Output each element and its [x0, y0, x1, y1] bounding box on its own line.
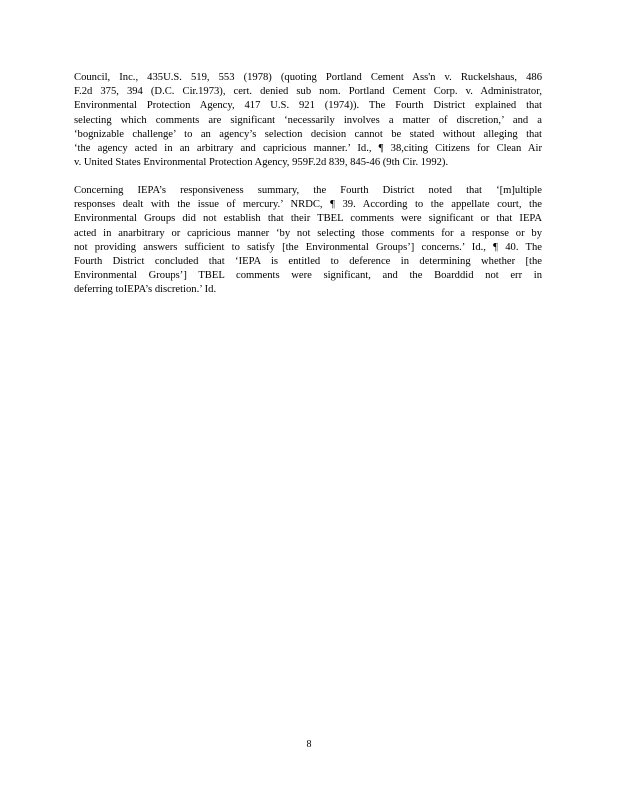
text-line: F.2d 375, 394 (D.C. Cir.1973), cert. denied sub nom. Portland Cement Corp. v. Administrator,: [74, 86, 542, 98]
paragraph-1: [74, 71, 542, 170]
text-line: acted in anarbitrary or capricious manner ‘by not selecting those comments for a response or by: [74, 227, 542, 239]
text-line: Environmental Protection Agency, 417 U.S. 921 (1974)). The Fourth District explained that: [74, 100, 542, 112]
text-line: Council, Inc., 435U.S. 519, 553 (1978) (quoting Portland Cement Ass'n v. Ruckelshaus, 486: [74, 72, 542, 83]
text-line: ‘bognizable challenge’ to an agency’s selection decision cannot be stated without alleging that: [74, 128, 542, 140]
text-line: ‘the agency acted in an arbitrary and capricious manner.’ Id., ¶ 38,citing Citizens for Clean Air: [74, 142, 542, 154]
paragraph-2: [74, 184, 542, 298]
text-line: deferring toIEPA’s discretion.’ Id.: [74, 284, 217, 296]
text-line: Environmental Groups did not establish that their TBEL comments were significant or that IEPA: [74, 213, 542, 225]
text-line: v. United States Environmental Protection Agency, 959F.2d 839, 845-46 (9th Cir. 1992).: [74, 157, 449, 169]
text-line: not providing answers sufficient to satisfy [the Environmental Groups’] concerns.’ Id., ¶ 40. The: [74, 241, 542, 253]
text-line: selecting which comments are significant ‘necessarily involves a matter of discretion,’ and a: [74, 114, 542, 126]
text-line: Environmental Groups’] TBEL comments were significant, and the Boarddid not err in: [74, 270, 542, 282]
text-line: responses dealt with the issue of mercury.’ NRDC, ¶ 39. According to the appellate court, the: [74, 199, 542, 211]
text-line: Fourth District concluded that ‘IEPA is entitled to deference in determining whether [the: [74, 255, 542, 267]
page-number: 8: [306, 739, 312, 750]
text-line: Concerning IEPA’s responsiveness summary, the Fourth District noted that ‘[m]ultiple: [74, 185, 542, 196]
